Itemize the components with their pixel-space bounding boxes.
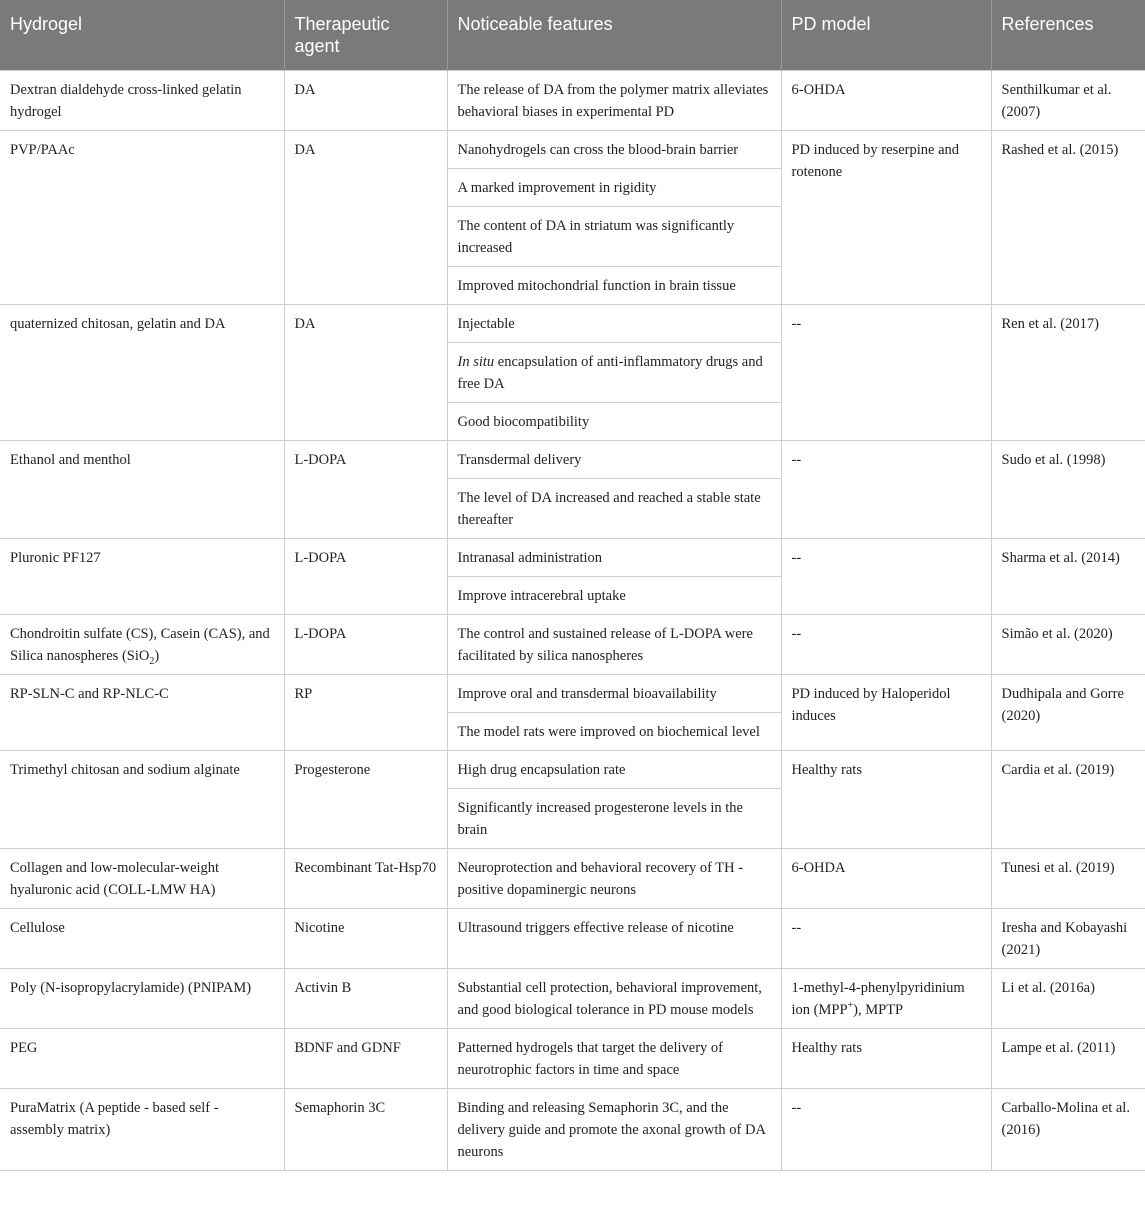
cell-pd-model: 1-methyl-4-phenylpyridinium ion (MPP+), MPTP [781,969,991,1029]
cell-hydrogel: Pluronic PF127 [0,539,284,615]
table-row [0,131,1145,169]
cell-hydrogel: Dextran dialdehyde cross-linked gelatin hydrogel [0,71,284,131]
cell-therapeutic-agent: DA [284,71,447,131]
cell-noticeable-feature: Improved mitochondrial function in brain tissue [447,267,781,305]
cell-noticeable-feature: Ultrasound triggers effective release of nicotine [447,909,781,969]
table-header [0,0,1145,71]
cell-reference: Senthilkumar et al. (2007) [991,71,1145,131]
cell-pd-model: -- [781,539,991,615]
cell-noticeable-feature: Substantial cell protection, behavioral improvement, and good biological tolerance in PD mouse models [447,969,781,1029]
cell-hydrogel: Poly (N-isopropylacrylamide) (PNIPAM) [0,969,284,1029]
cell-hydrogel: PEG [0,1029,284,1089]
cell-reference: Li et al. (2016a) [991,969,1145,1029]
cell-pd-model: PD induced by reserpine and rotenone [781,131,991,305]
cell-noticeable-feature: Patterned hydrogels that target the delivery of neurotrophic factors in time and space [447,1029,781,1089]
cell-pd-model: 6-OHDA [781,849,991,909]
cell-pd-model: -- [781,909,991,969]
cell-pd-model: -- [781,1089,991,1171]
cell-hydrogel: PVP/PAAc [0,131,284,305]
table-row [0,305,1145,343]
cell-hydrogel: Ethanol and menthol [0,441,284,539]
cell-noticeable-feature: Binding and releasing Semaphorin 3C, and the delivery guide and promote the axonal growth of DA neurons [447,1089,781,1171]
cell-reference: Rashed et al. (2015) [991,131,1145,305]
table-row [0,1089,1145,1171]
cell-therapeutic-agent: L-DOPA [284,441,447,539]
cell-pd-model: -- [781,441,991,539]
header-therapeutic-agent: Therapeutic agent [284,0,447,71]
cell-noticeable-feature: Injectable [447,305,781,343]
cell-noticeable-feature: In situ encapsulation of anti-inflammatory drugs and free DA [447,343,781,403]
table-row [0,441,1145,479]
cell-noticeable-feature: Improve intracerebral uptake [447,577,781,615]
table-row [0,1029,1145,1089]
cell-reference: Simão et al. (2020) [991,615,1145,675]
cell-noticeable-feature: Neuroprotection and behavioral recovery of TH -positive dopaminergic neurons [447,849,781,909]
cell-noticeable-feature: The level of DA increased and reached a stable state thereafter [447,479,781,539]
cell-therapeutic-agent: DA [284,305,447,441]
header-pd-model: PD model [781,0,991,71]
cell-reference: Iresha and Kobayashi (2021) [991,909,1145,969]
cell-noticeable-feature: The control and sustained release of L-DOPA were facilitated by silica nanospheres [447,615,781,675]
cell-hydrogel: Trimethyl chitosan and sodium alginate [0,751,284,849]
cell-pd-model: -- [781,615,991,675]
cell-noticeable-feature: Improve oral and transdermal bioavailability [447,675,781,713]
cell-therapeutic-agent: Nicotine [284,909,447,969]
table-row [0,539,1145,577]
header-hydrogel: Hydrogel [0,0,284,71]
cell-reference: Tunesi et al. (2019) [991,849,1145,909]
cell-therapeutic-agent: RP [284,675,447,751]
cell-reference: Carballo-Molina et al. (2016) [991,1089,1145,1171]
table-row [0,71,1145,131]
cell-therapeutic-agent: L-DOPA [284,539,447,615]
cell-reference: Ren et al. (2017) [991,305,1145,441]
cell-reference: Dudhipala and Gorre (2020) [991,675,1145,751]
header-noticeable-features: Noticeable features [447,0,781,71]
cell-therapeutic-agent: Progesterone [284,751,447,849]
cell-noticeable-feature: Transdermal delivery [447,441,781,479]
table-row [0,969,1145,1029]
cell-pd-model: -- [781,305,991,441]
table-row [0,615,1145,675]
cell-therapeutic-agent: Semaphorin 3C [284,1089,447,1171]
table-row [0,849,1145,909]
cell-hydrogel: Collagen and low-molecular-weight hyaluronic acid (COLL-LMW HA) [0,849,284,909]
cell-hydrogel: RP-SLN-C and RP-NLC-C [0,675,284,751]
cell-noticeable-feature: A marked improvement in rigidity [447,169,781,207]
header-row [0,0,1145,71]
cell-noticeable-feature: The model rats were improved on biochemical level [447,713,781,751]
cell-noticeable-feature: High drug encapsulation rate [447,751,781,789]
cell-therapeutic-agent: Activin B [284,969,447,1029]
cell-reference: Cardia et al. (2019) [991,751,1145,849]
cell-noticeable-feature: The content of DA in striatum was significantly increased [447,207,781,267]
cell-pd-model: Healthy rats [781,1029,991,1089]
table-row [0,751,1145,789]
header-references: References [991,0,1145,71]
cell-hydrogel: Cellulose [0,909,284,969]
cell-therapeutic-agent: Recombinant Tat-Hsp70 [284,849,447,909]
cell-therapeutic-agent: BDNF and GDNF [284,1029,447,1089]
cell-reference: Sharma et al. (2014) [991,539,1145,615]
cell-pd-model: PD induced by Haloperidol induces [781,675,991,751]
table-body [0,71,1145,1171]
cell-pd-model: 6-OHDA [781,71,991,131]
cell-hydrogel: Chondroitin sulfate (CS), Casein (CAS), and Silica nanospheres (SiO$_2$) [0,615,284,675]
cell-hydrogel: quaternized chitosan, gelatin and DA [0,305,284,441]
cell-noticeable-feature: Nanohydrogels can cross the blood-brain barrier [447,131,781,169]
table-row [0,909,1145,969]
cell-noticeable-feature: Intranasal administration [447,539,781,577]
cell-pd-model: Healthy rats [781,751,991,849]
cell-hydrogel: PuraMatrix (A peptide - based self - assembly matrix) [0,1089,284,1171]
cell-therapeutic-agent: DA [284,131,447,305]
cell-reference: Lampe et al. (2011) [991,1029,1145,1089]
cell-therapeutic-agent: L-DOPA [284,615,447,675]
cell-noticeable-feature: Significantly increased progesterone levels in the brain [447,789,781,849]
cell-noticeable-feature: The release of DA from the polymer matrix alleviates behavioral biases in experimental PD [447,71,781,131]
cell-noticeable-feature: Good biocompatibility [447,403,781,441]
cell-reference: Sudo et al. (1998) [991,441,1145,539]
table-row [0,675,1145,713]
